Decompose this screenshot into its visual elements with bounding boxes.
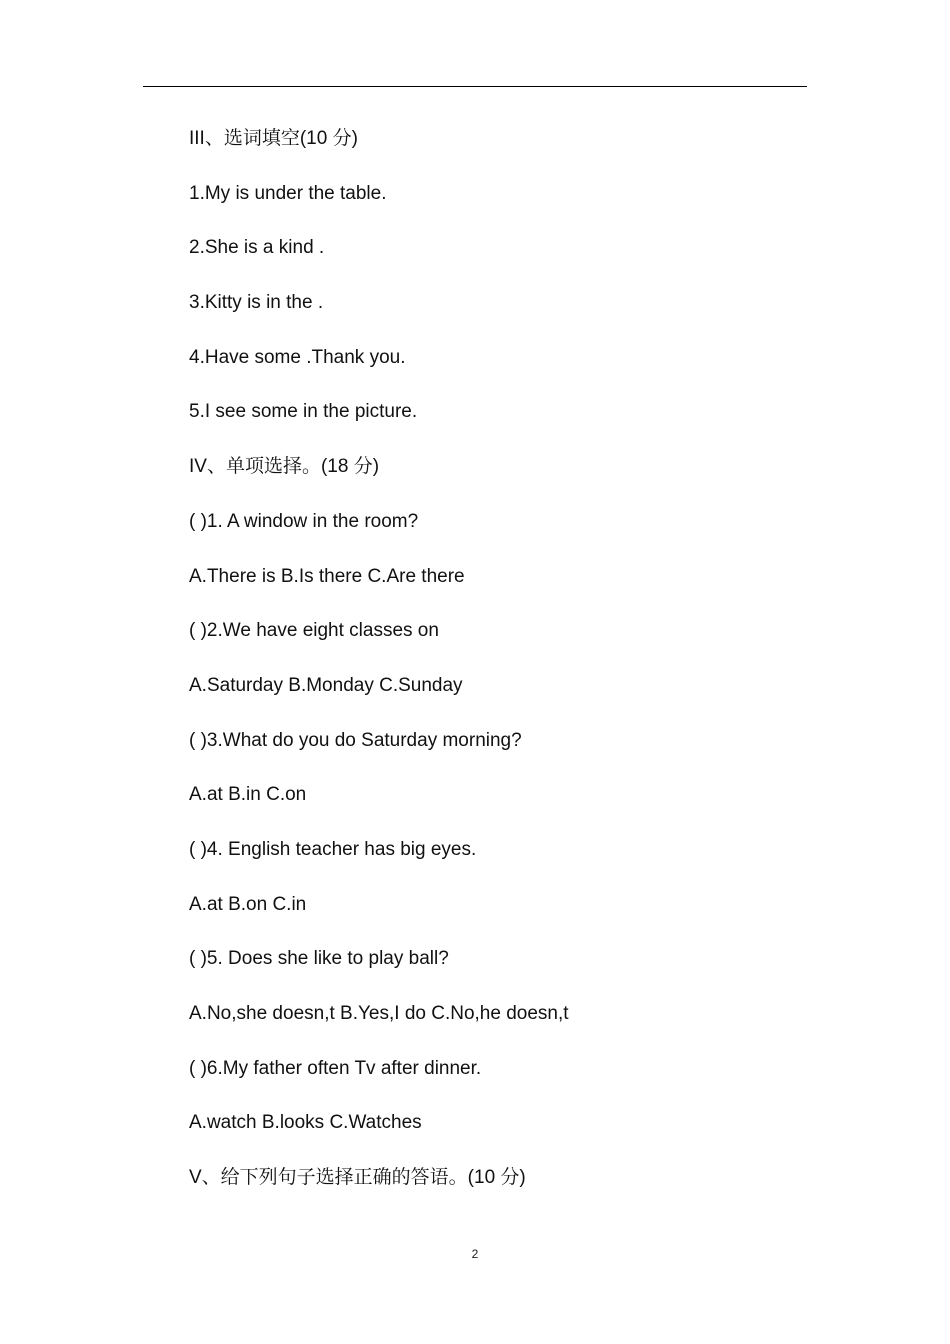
page-number: 2 <box>471 1247 479 1261</box>
choice-question-3: ( )3.What do you do Saturday morning? <box>189 729 522 751</box>
choice-question-1: ( )1. A window in the room? <box>189 510 419 532</box>
fill-blank-item-3: 3.Kitty is in the . <box>189 292 324 314</box>
choice-question-4: ( )4. English teacher has big eyes. <box>189 838 477 860</box>
document-body <box>189 124 809 1218</box>
choice-options-1: A.There is B.Is there C.Are there <box>189 565 465 587</box>
fill-blank-item-5: 5.I see some in the picture. <box>189 401 418 423</box>
section-heading-4: IV、单项选择。(18 分) <box>189 456 380 478</box>
choice-options-5: A.No,she doesn,t B.Yes,I do C.No,he doesn,t <box>189 1003 569 1024</box>
section-heading-3: III、选词填空(10 分) <box>189 128 358 149</box>
choice-options-2: A.Saturday B.Monday C.Sunday <box>189 674 463 696</box>
fill-blank-item-4: 4.Have some .Thank you. <box>189 346 406 368</box>
choice-options-3: A.at B.in C.on <box>189 784 307 806</box>
header-rule <box>143 86 807 87</box>
choice-question-6: ( )6.My father often Tv after dinner. <box>189 1057 482 1079</box>
choice-options-6: A.watch B.looks C.Watches <box>189 1112 422 1134</box>
choice-options-4: A.at B.on C.in <box>189 893 307 915</box>
choice-question-2: ( )2.We have eight classes on <box>189 620 439 642</box>
fill-blank-item-1: 1.My is under the table. <box>189 182 387 204</box>
section-heading-5: V、给下列句子选择正确的答语。(10 分) <box>189 1167 526 1189</box>
fill-blank-item-2: 2.She is a kind . <box>189 237 325 259</box>
choice-question-5: ( )5. Does she like to play ball? <box>189 948 449 970</box>
